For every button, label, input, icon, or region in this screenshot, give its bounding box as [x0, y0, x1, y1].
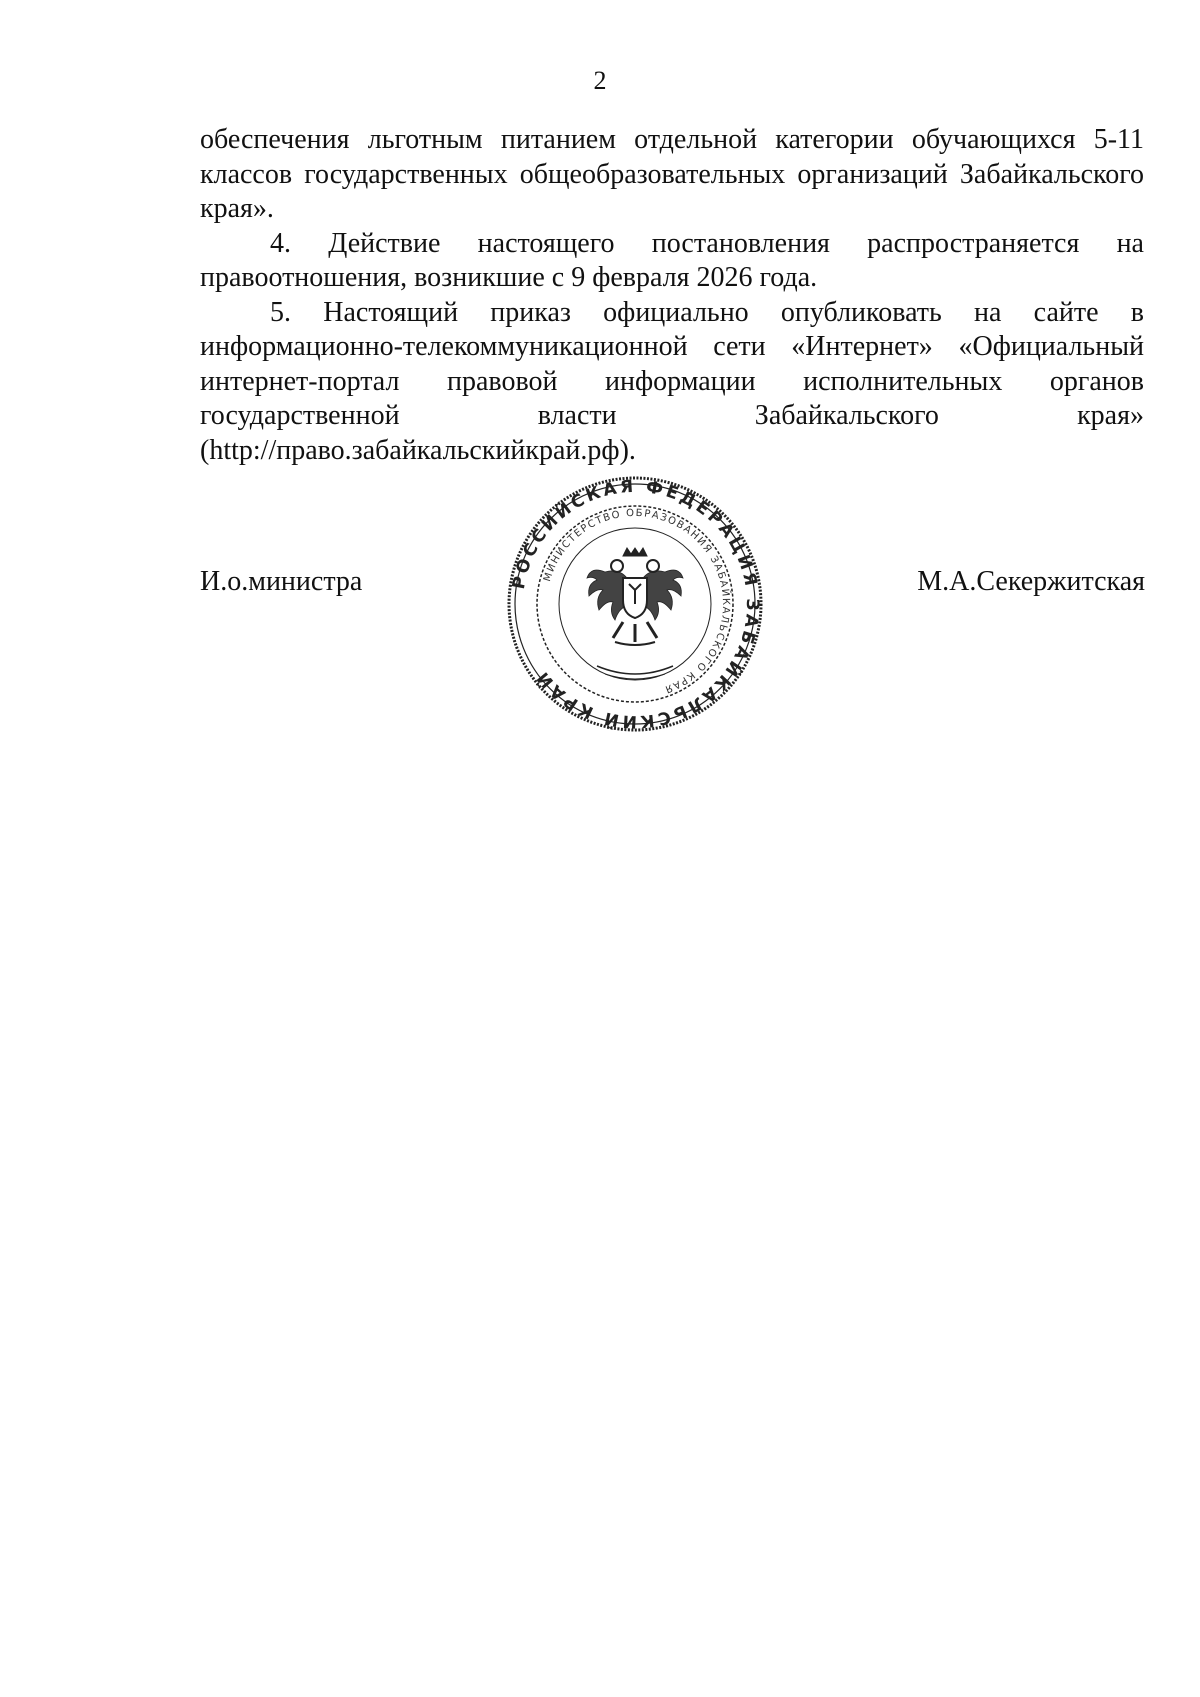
paragraph-4	[200, 227, 1144, 296]
document-body	[200, 123, 1144, 468]
seal-inner-text: МИНИСТЕРСТВО ОБРАЗОВАНИЯ ЗАБАЙКАЛЬСКОГО КРАЯ	[541, 507, 732, 695]
text-line: края».	[200, 193, 274, 224]
text-line: обеспечения льготным питанием отдельной категории обучающихся 5-11	[200, 124, 1144, 155]
text-line: 5. Настоящий приказ официально опубликовать на сайте в	[270, 296, 1144, 328]
signatory-name: М.А.Секержитская	[917, 566, 1145, 597]
signatory-position: И.о.министра	[200, 566, 363, 597]
seal-icon	[505, 474, 765, 734]
paragraph-continuation	[200, 123, 1144, 227]
official-seal	[505, 474, 765, 734]
text-line: информационно-телекоммуникационной сети «Интернет» «Официальный	[200, 331, 1144, 362]
text-line: интернет-портал правовой информации исполнительных органов	[200, 365, 1144, 397]
seal-outer-text: РОССИЙСКАЯ ФЕДЕРАЦИЯ ЗАБАЙКАЛЬСКИЙ КРАЙ	[508, 476, 763, 732]
text-line: правоотношения, возникшие с 9 февраля 2026 года.	[200, 262, 818, 293]
text-line: 4. Действие настоящего постановления распространяется на	[270, 227, 1144, 259]
text-line: (http://право.забайкальскийкрай.рф).	[200, 434, 636, 466]
text-line: классов государственных общеобразовательных организаций Забайкальского	[200, 158, 1144, 190]
paragraph-5	[200, 296, 1144, 469]
double-headed-eagle-icon	[587, 548, 683, 645]
page-number: 2	[593, 66, 607, 95]
text-line: государственной власти Забайкальского края»	[200, 400, 1144, 431]
